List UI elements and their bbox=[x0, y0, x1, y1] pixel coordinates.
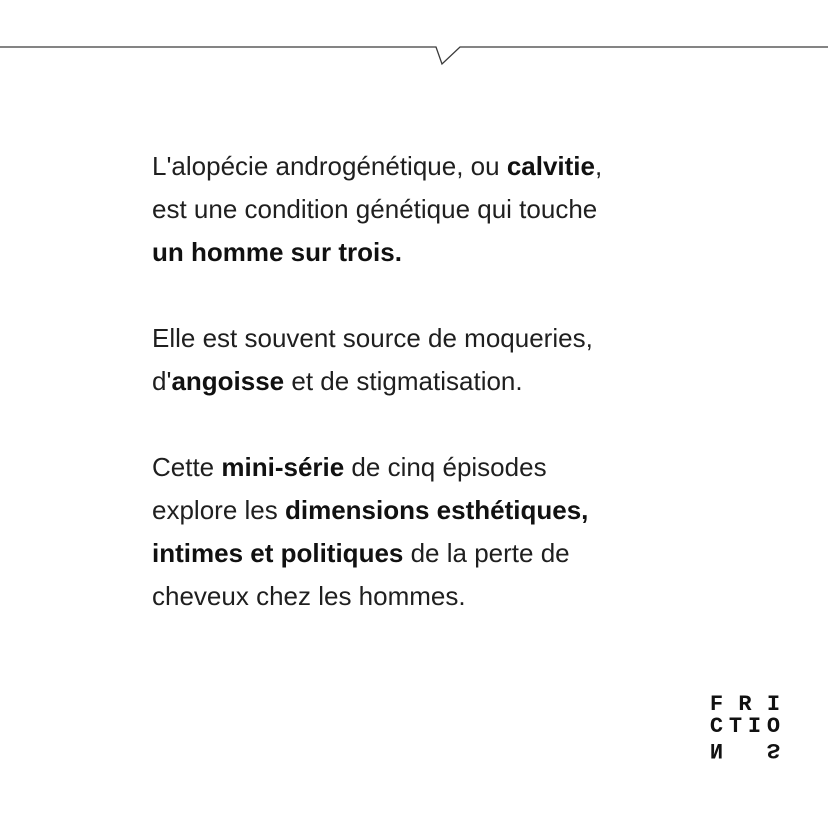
paragraph bbox=[152, 317, 712, 403]
body-text: explore les bbox=[152, 495, 285, 525]
body-text: L'alopécie androgénétique, ou bbox=[152, 151, 507, 181]
logo-letter: N bbox=[709, 737, 724, 762]
bold-text: calvitie bbox=[506, 151, 595, 181]
bold-text: mini-série bbox=[221, 452, 345, 482]
top-divider-line bbox=[0, 0, 828, 80]
bold-text: dimensions esthétiques, bbox=[284, 495, 589, 525]
logo-row bbox=[708, 694, 782, 716]
body-text: Cette bbox=[152, 452, 222, 482]
body-text: de cinq épisodes bbox=[344, 452, 547, 482]
logo-letter: R bbox=[738, 692, 752, 717]
bold-text: angoisse bbox=[171, 366, 285, 396]
body-text: est une condition génétique qui touche bbox=[152, 194, 598, 224]
main-text-block bbox=[152, 145, 712, 618]
logo-letter: F bbox=[709, 692, 724, 717]
body-text: , bbox=[594, 151, 603, 181]
body-text: d' bbox=[152, 366, 172, 396]
paragraph bbox=[152, 446, 712, 618]
logo-letter: C bbox=[709, 714, 724, 739]
paragraph bbox=[152, 145, 712, 274]
logo-letter: S bbox=[766, 737, 781, 762]
bold-text: un homme sur trois. bbox=[152, 237, 402, 267]
bold-text: intimes et politiques bbox=[152, 538, 404, 568]
body-text: cheveux chez les hommes. bbox=[152, 581, 466, 611]
logo-letter: I bbox=[766, 692, 781, 717]
body-text: et de stigmatisation. bbox=[284, 366, 523, 396]
logo-letter: T bbox=[728, 714, 743, 739]
body-text: de la perte de bbox=[403, 538, 570, 568]
logo-row bbox=[708, 738, 782, 760]
logo-letter: I bbox=[747, 714, 762, 739]
speech-pointer-line bbox=[0, 47, 828, 64]
logo-letter: O bbox=[766, 714, 781, 739]
body-text: Elle est souvent source de moqueries, bbox=[152, 323, 593, 353]
frictions-logo bbox=[708, 694, 782, 760]
logo-row bbox=[708, 716, 782, 738]
